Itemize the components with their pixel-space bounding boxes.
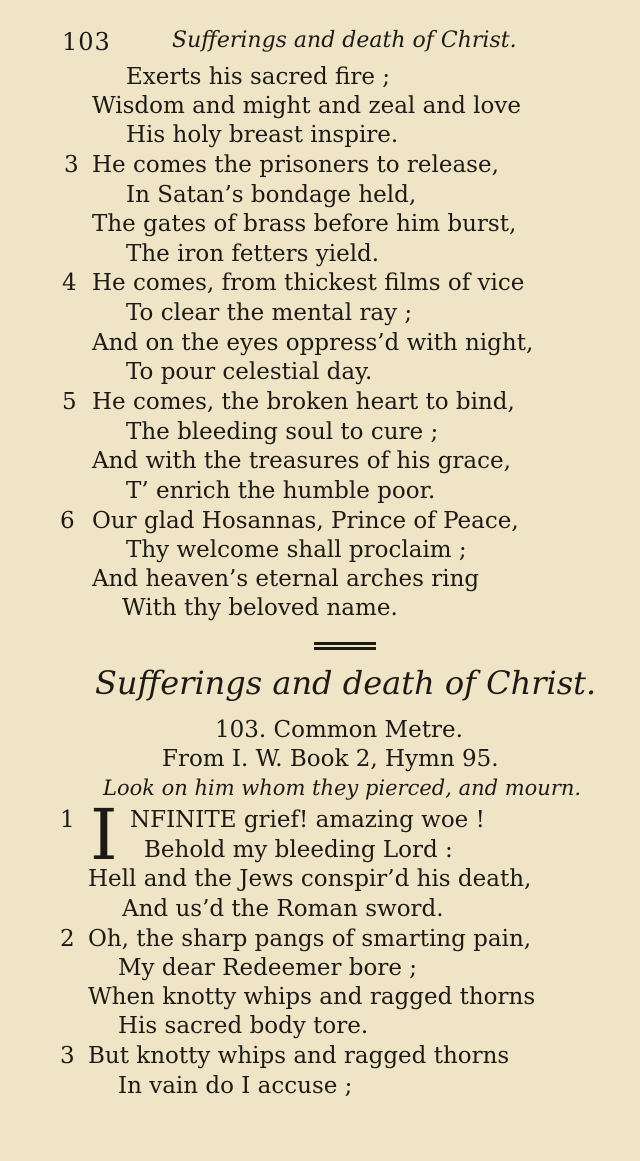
verse-number: 5 bbox=[62, 389, 77, 415]
section-divider bbox=[314, 642, 376, 652]
verse-line: Exerts his sacred fire ; bbox=[126, 64, 391, 90]
verse-line: The bleeding soul to cure ; bbox=[126, 419, 439, 445]
verse-line: He comes, the broken heart to bind, bbox=[92, 389, 515, 415]
verse-line: T’ enrich the humble poor. bbox=[126, 478, 436, 504]
verse-line: In Satan’s bondage held, bbox=[126, 182, 417, 208]
verse-line: To pour celestial day. bbox=[126, 359, 373, 385]
verse-line: NFINITE grief! amazing woe ! bbox=[130, 807, 485, 833]
verse-line: Thy welcome shall proclaim ; bbox=[126, 537, 467, 563]
verse-line: And on the eyes oppress’d with night, bbox=[92, 330, 534, 356]
verse-line: Hell and the Jews conspir’d his death, bbox=[88, 866, 532, 892]
running-title: Sufferings and death of Christ. bbox=[172, 28, 517, 53]
hymn-source: From I. W. Book 2, Hymn 95. bbox=[162, 746, 499, 772]
verse-line: With thy beloved name. bbox=[122, 595, 398, 621]
verse-line: And us’d the Roman sword. bbox=[122, 896, 444, 922]
verse-number: 4 bbox=[62, 270, 77, 296]
hymn-title: Sufferings and death of Christ. bbox=[95, 664, 597, 702]
verse-line: Wisdom and might and zeal and love bbox=[92, 93, 521, 119]
verse-line: Oh, the sharp pangs of smarting pain, bbox=[88, 926, 532, 952]
verse-number: 6 bbox=[60, 508, 75, 534]
verse-line: Our glad Hosannas, Prince of Peace, bbox=[92, 508, 519, 534]
verse-line: To clear the mental ray ; bbox=[126, 300, 413, 326]
verse-line: In vain do I accuse ; bbox=[118, 1073, 353, 1099]
verse-number: 2 bbox=[60, 926, 75, 952]
verse-line: The gates of brass before him burst, bbox=[92, 211, 517, 237]
running-head bbox=[62, 24, 532, 58]
verse-line: And heaven’s eternal arches ring bbox=[92, 566, 480, 592]
verse-line: He comes, from thickest films of vice bbox=[92, 270, 525, 296]
verse-line: Behold my bleeding Lord : bbox=[144, 837, 453, 863]
verse-line: My dear Redeemer bore ; bbox=[118, 955, 418, 981]
verse-number: 3 bbox=[64, 152, 79, 178]
verse-line: The iron fetters yield. bbox=[126, 241, 380, 267]
verse-number: 3 bbox=[60, 1043, 75, 1069]
verse-line: His sacred body tore. bbox=[118, 1013, 369, 1039]
verse-line: His holy breast inspire. bbox=[126, 122, 399, 148]
hymn-meter: 103. Common Metre. bbox=[215, 717, 463, 743]
verse-number: 1 bbox=[60, 807, 75, 833]
page-number: 103 bbox=[62, 28, 111, 56]
verse-line: He comes the prisoners to release, bbox=[92, 152, 499, 178]
hymn-epigraph: Look on him whom they pierced, and mourn. bbox=[103, 776, 582, 800]
verse-line: And with the treasures of his grace, bbox=[92, 448, 511, 474]
verse-line: When knotty whips and ragged thorns bbox=[88, 984, 536, 1010]
verse-line: But knotty whips and ragged thorns bbox=[88, 1043, 510, 1069]
drop-cap: I bbox=[90, 794, 118, 876]
